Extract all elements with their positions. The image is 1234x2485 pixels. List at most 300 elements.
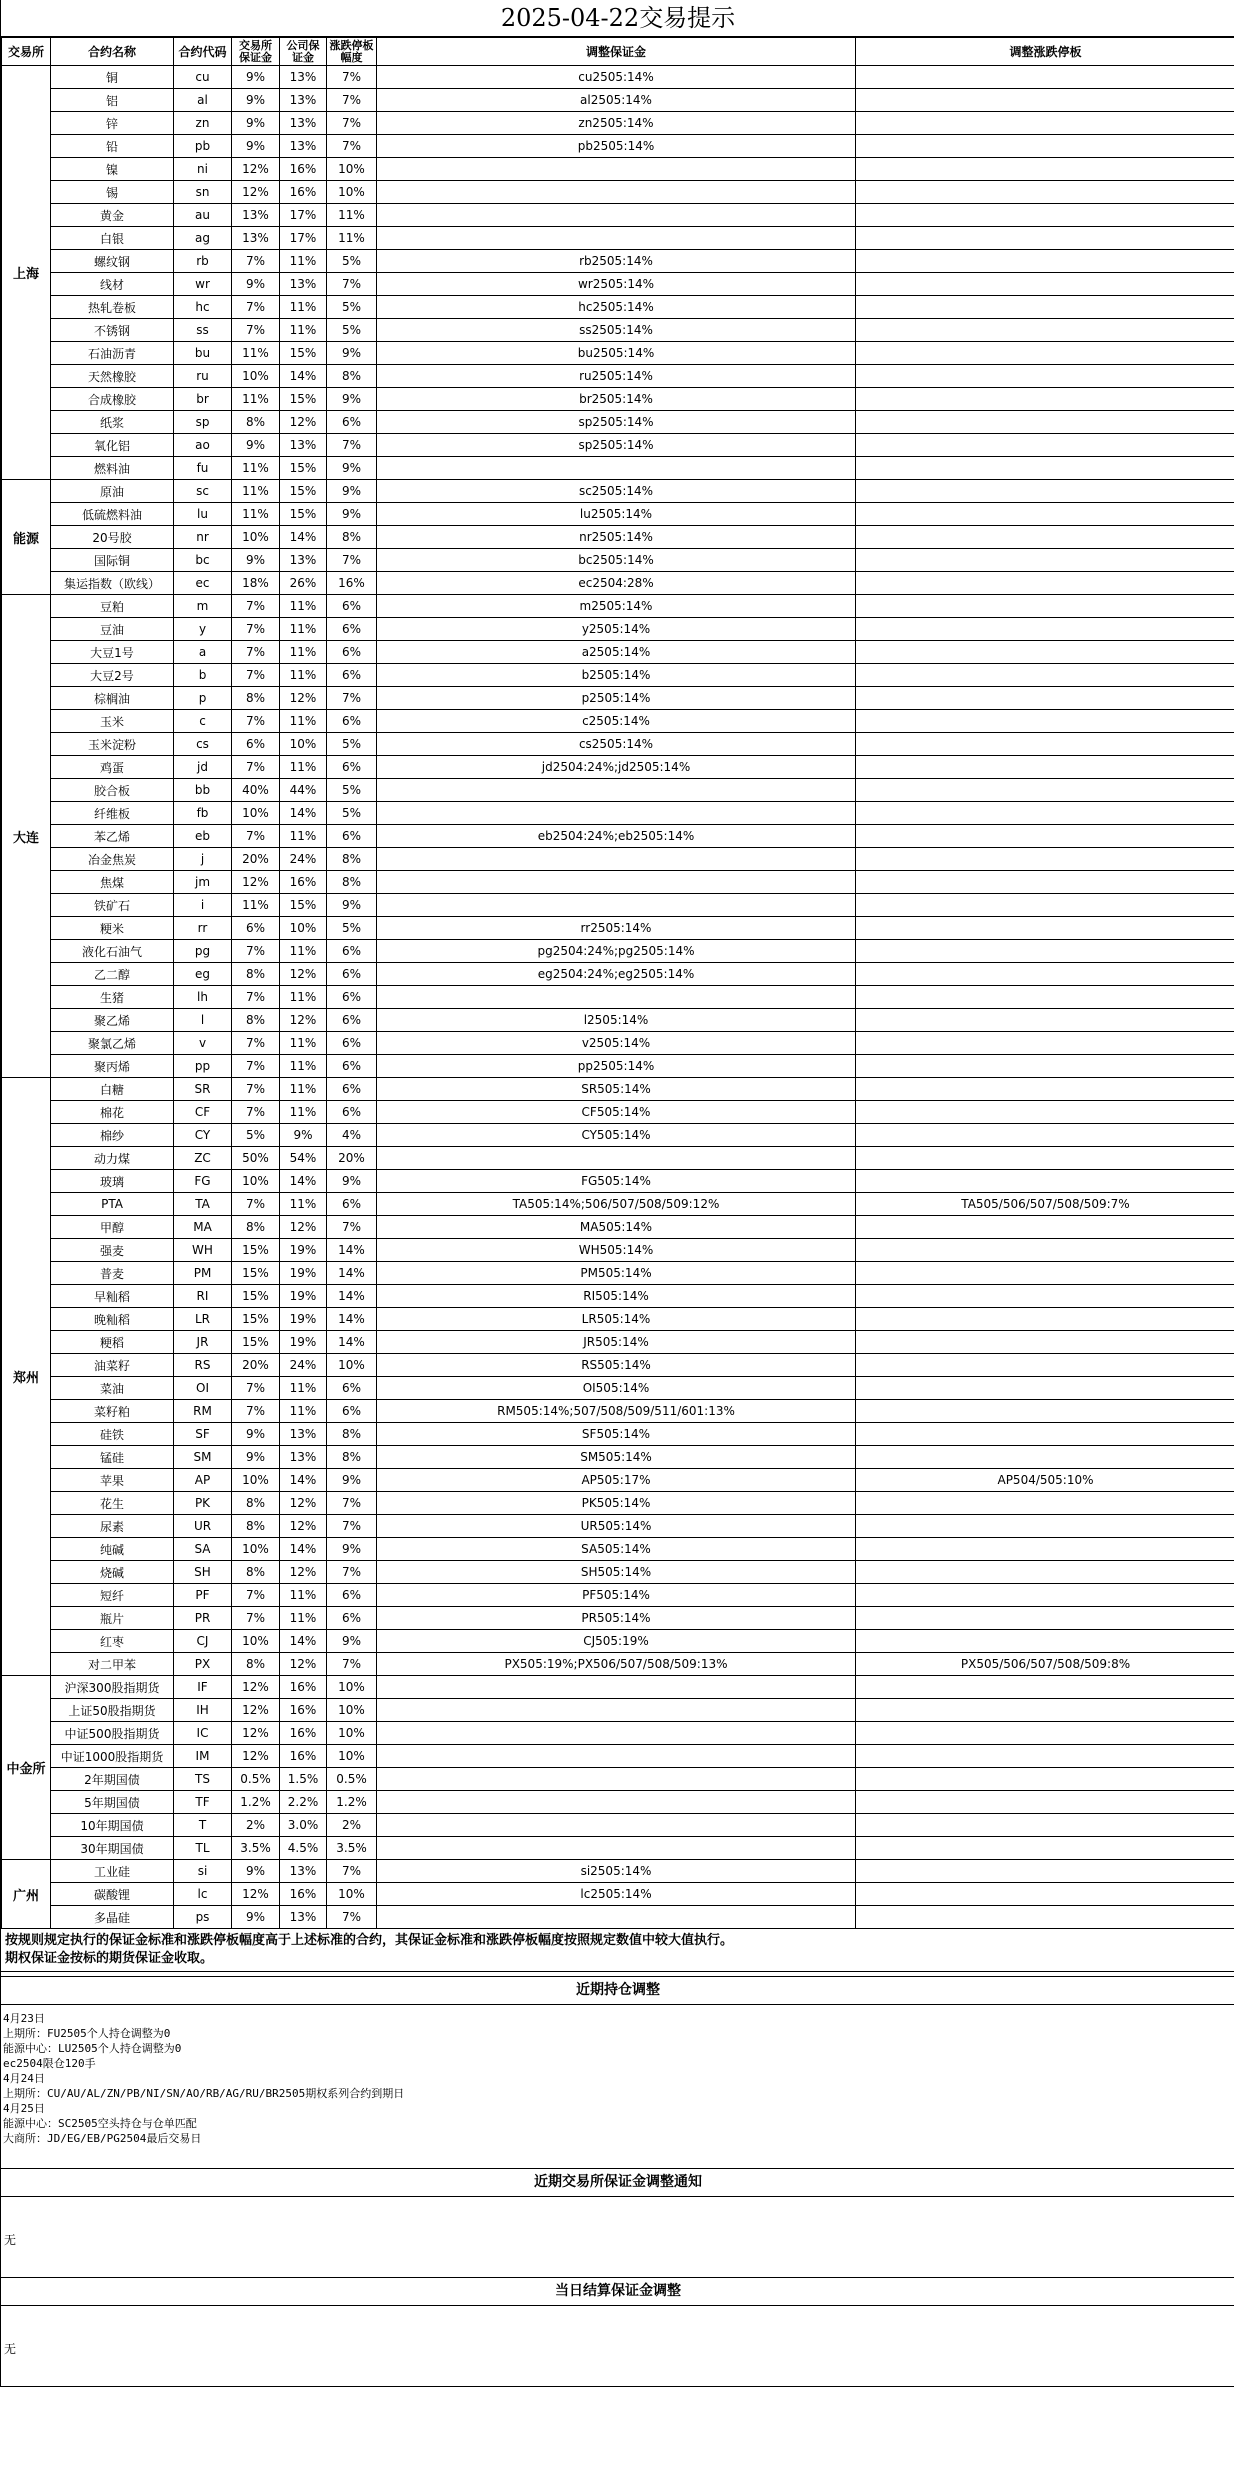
company-margin-cell: 11% (280, 250, 327, 273)
price-limit-cell: 5% (327, 250, 377, 273)
rule-note-line: 按规则规定执行的保证金标准和涨跌停板幅度高于上述标准的合约，其保证金标准和涨跌停板幅度按照规定数值中较大值执行。 (5, 1933, 734, 1948)
price-limit-cell: 9% (327, 503, 377, 526)
contract-name-cell: 10年期国债 (51, 1814, 174, 1837)
contract-name-cell: 螺纹钢 (51, 250, 174, 273)
price-limit-cell: 1.2% (327, 1791, 377, 1814)
contract-code-cell: pg (174, 940, 232, 963)
exchange-margin-cell: 12% (232, 871, 280, 894)
contract-code-cell: ao (174, 434, 232, 457)
price-limit-cell: 14% (327, 1262, 377, 1285)
margin-notice-title: 近期交易所保证金调整通知 (1, 2168, 1234, 2197)
price-limit-cell: 6% (327, 1193, 377, 1216)
adjusted-limit-cell (856, 1791, 1234, 1814)
contract-code-cell: IM (174, 1745, 232, 1768)
price-limit-cell: 6% (327, 986, 377, 1009)
adjusted-margin-cell: l2505:14% (377, 1009, 856, 1032)
adjusted-margin-cell: SM505:14% (377, 1446, 856, 1469)
contract-code-cell: IC (174, 1722, 232, 1745)
price-limit-cell: 6% (327, 1078, 377, 1101)
table-row (2, 1561, 1234, 1584)
company-margin-cell: 13% (280, 89, 327, 112)
contract-code-cell: pb (174, 135, 232, 158)
contract-code-cell: TF (174, 1791, 232, 1814)
contract-code-cell: wr (174, 273, 232, 296)
price-limit-cell: 7% (327, 549, 377, 572)
company-margin-cell: 19% (280, 1262, 327, 1285)
adjusted-margin-cell (377, 227, 856, 250)
adjusted-limit-cell (856, 1814, 1234, 1837)
company-margin-cell: 14% (280, 1538, 327, 1561)
contract-code-cell: lc (174, 1883, 232, 1906)
adjusted-margin-cell: CY505:14% (377, 1124, 856, 1147)
contract-name-cell: 沪深300股指期货 (51, 1676, 174, 1699)
contract-code-cell: i (174, 894, 232, 917)
adjusted-margin-cell: rr2505:14% (377, 917, 856, 940)
table-row (2, 342, 1234, 365)
table-row (2, 687, 1234, 710)
adjusted-margin-cell (377, 1906, 856, 1929)
adjusted-limit-cell (856, 411, 1234, 434)
adjusted-limit-cell (856, 848, 1234, 871)
exchange-margin-cell: 18% (232, 572, 280, 595)
adjusted-limit-cell (856, 1170, 1234, 1193)
exchange-cell: 中金所 (2, 1676, 51, 1860)
contract-name-cell: 菜油 (51, 1377, 174, 1400)
position-line: 上期所：CU/AU/AL/ZN/PB/NI/SN/AO/RB/AG/RU/BR2505期权系列合约到期日 (3, 2087, 405, 2100)
price-limit-cell: 6% (327, 710, 377, 733)
price-limit-cell: 5% (327, 733, 377, 756)
adjusted-limit-cell (856, 917, 1234, 940)
company-margin-cell: 11% (280, 1032, 327, 1055)
adjusted-limit-cell (856, 595, 1234, 618)
adjusted-limit-cell (856, 1354, 1234, 1377)
company-margin-cell: 9% (280, 1124, 327, 1147)
adjusted-limit-cell (856, 1216, 1234, 1239)
exchange-margin-cell: 20% (232, 1354, 280, 1377)
company-margin-cell: 19% (280, 1239, 327, 1262)
exchange-margin-cell: 11% (232, 480, 280, 503)
adjusted-margin-cell: lu2505:14% (377, 503, 856, 526)
company-margin-cell: 11% (280, 618, 327, 641)
exchange-margin-cell: 9% (232, 135, 280, 158)
exchange-margin-cell: 7% (232, 296, 280, 319)
position-line: ec2504限仓120手 (3, 2057, 96, 2070)
exchange-margin-cell: 12% (232, 158, 280, 181)
table-row (2, 1469, 1234, 1492)
adjusted-limit-cell (856, 1492, 1234, 1515)
adjusted-margin-cell (377, 871, 856, 894)
contract-name-cell: 大豆1号 (51, 641, 174, 664)
price-limit-cell: 6% (327, 1377, 377, 1400)
company-margin-cell: 11% (280, 1377, 327, 1400)
position-line: 能源中心：LU2505个人持仓调整为0 (3, 2042, 182, 2055)
contract-code-cell: rr (174, 917, 232, 940)
price-limit-cell: 7% (327, 1860, 377, 1883)
price-limit-cell: 6% (327, 595, 377, 618)
company-margin-cell: 13% (280, 1423, 327, 1446)
adjusted-margin-cell (377, 158, 856, 181)
contract-name-cell: 纯碱 (51, 1538, 174, 1561)
contract-code-cell: bc (174, 549, 232, 572)
adjusted-margin-cell (377, 986, 856, 1009)
price-limit-cell: 6% (327, 411, 377, 434)
contract-code-cell: sp (174, 411, 232, 434)
adjusted-limit-cell (856, 1078, 1234, 1101)
price-limit-cell: 10% (327, 181, 377, 204)
adjusted-margin-cell (377, 1722, 856, 1745)
company-margin-cell: 15% (280, 388, 327, 411)
exchange-margin-cell: 12% (232, 1745, 280, 1768)
contract-name-cell: 普麦 (51, 1262, 174, 1285)
adjusted-limit-cell (856, 273, 1234, 296)
adjusted-margin-cell: y2505:14% (377, 618, 856, 641)
table-row (2, 595, 1234, 618)
table-row (2, 1423, 1234, 1446)
price-limit-cell: 11% (327, 227, 377, 250)
adjusted-limit-cell (856, 296, 1234, 319)
company-margin-cell: 11% (280, 1078, 327, 1101)
contract-code-cell: JR (174, 1331, 232, 1354)
contract-name-cell: 晚籼稻 (51, 1308, 174, 1331)
table-row (2, 1170, 1234, 1193)
company-margin-cell: 19% (280, 1285, 327, 1308)
contract-code-cell: bu (174, 342, 232, 365)
exchange-cell: 上海 (2, 66, 51, 480)
contract-code-cell: PR (174, 1607, 232, 1630)
contract-name-cell: 燃料油 (51, 457, 174, 480)
adjusted-limit-cell (856, 89, 1234, 112)
price-limit-cell: 9% (327, 1630, 377, 1653)
contract-code-cell: br (174, 388, 232, 411)
exchange-margin-cell: 8% (232, 411, 280, 434)
price-limit-cell: 9% (327, 480, 377, 503)
contract-name-cell: 玉米淀粉 (51, 733, 174, 756)
adjusted-limit-cell (856, 1722, 1234, 1745)
adjusted-margin-cell: ec2504:28% (377, 572, 856, 595)
price-limit-cell: 7% (327, 1515, 377, 1538)
company-margin-cell: 13% (280, 434, 327, 457)
contract-name-cell: 瓶片 (51, 1607, 174, 1630)
price-limit-cell: 6% (327, 1032, 377, 1055)
contract-name-cell: 菜籽粕 (51, 1400, 174, 1423)
exchange-margin-cell: 8% (232, 1492, 280, 1515)
price-limit-cell: 8% (327, 365, 377, 388)
table-row (2, 158, 1234, 181)
company-margin-cell: 16% (280, 1883, 327, 1906)
contract-name-cell: 30年期国债 (51, 1837, 174, 1860)
exchange-margin-cell: 7% (232, 756, 280, 779)
contract-code-cell: ss (174, 319, 232, 342)
price-limit-cell: 7% (327, 434, 377, 457)
contract-code-cell: SM (174, 1446, 232, 1469)
adjusted-margin-cell: SF505:14% (377, 1423, 856, 1446)
contract-name-cell: 豆粕 (51, 595, 174, 618)
adjusted-margin-cell: LR505:14% (377, 1308, 856, 1331)
adjusted-margin-cell (377, 457, 856, 480)
contract-name-cell: 豆油 (51, 618, 174, 641)
exchange-margin-cell: 9% (232, 89, 280, 112)
adjusted-limit-cell (856, 1239, 1234, 1262)
company-margin-cell: 11% (280, 986, 327, 1009)
exchange-margin-cell: 5% (232, 1124, 280, 1147)
company-margin-cell: 13% (280, 273, 327, 296)
adjusted-limit-cell (856, 940, 1234, 963)
adjusted-limit-cell (856, 1331, 1234, 1354)
company-margin-cell: 11% (280, 1101, 327, 1124)
contract-code-cell: IH (174, 1699, 232, 1722)
price-limit-cell: 6% (327, 1055, 377, 1078)
adjusted-margin-cell: CJ505:19% (377, 1630, 856, 1653)
adjusted-margin-cell: bc2505:14% (377, 549, 856, 572)
company-margin-cell: 24% (280, 1354, 327, 1377)
contract-code-cell: rb (174, 250, 232, 273)
adjusted-margin-cell: al2505:14% (377, 89, 856, 112)
price-limit-cell: 10% (327, 1699, 377, 1722)
price-limit-cell: 8% (327, 526, 377, 549)
adjusted-limit-cell (856, 1676, 1234, 1699)
contract-name-cell: 锌 (51, 112, 174, 135)
table-row (2, 825, 1234, 848)
price-limit-cell: 5% (327, 296, 377, 319)
adjusted-limit-cell (856, 1837, 1234, 1860)
table-row (2, 618, 1234, 641)
adjusted-margin-cell: p2505:14% (377, 687, 856, 710)
adjusted-limit-cell (856, 1423, 1234, 1446)
adjusted-margin-cell: ss2505:14% (377, 319, 856, 342)
company-margin-cell: 16% (280, 181, 327, 204)
company-margin-cell: 11% (280, 1055, 327, 1078)
table-row (2, 1630, 1234, 1653)
table-body (2, 66, 1234, 1929)
exchange-margin-cell: 10% (232, 1630, 280, 1653)
table-row (2, 1814, 1234, 1837)
table-row (2, 572, 1234, 595)
adjusted-margin-cell: m2505:14% (377, 595, 856, 618)
margin-table (1, 37, 1234, 1929)
adjusted-limit-cell (856, 1032, 1234, 1055)
exchange-cell: 郑州 (2, 1078, 51, 1676)
settlement-title: 当日结算保证金调整 (1, 2277, 1234, 2306)
table-row (2, 871, 1234, 894)
price-limit-cell: 6% (327, 940, 377, 963)
contract-code-cell: AP (174, 1469, 232, 1492)
table-row (2, 1446, 1234, 1469)
company-margin-cell: 26% (280, 572, 327, 595)
contract-code-cell: IF (174, 1676, 232, 1699)
contract-code-cell: ru (174, 365, 232, 388)
position-line: 上期所：FU2505个人持仓调整为0 (3, 2027, 171, 2040)
price-limit-cell: 0.5% (327, 1768, 377, 1791)
adjusted-margin-cell: b2505:14% (377, 664, 856, 687)
price-limit-cell: 6% (327, 963, 377, 986)
company-margin-cell: 17% (280, 204, 327, 227)
header-price-limit: 涨跌停板幅度 (327, 38, 377, 66)
adjusted-margin-cell: pb2505:14% (377, 135, 856, 158)
table-row (2, 917, 1234, 940)
adjusted-limit-cell (856, 388, 1234, 411)
table-row (2, 1078, 1234, 1101)
contract-name-cell: 氧化铝 (51, 434, 174, 457)
adjusted-limit-cell: PX505/506/507/508/509:8% (856, 1653, 1234, 1676)
contract-name-cell: 多晶硅 (51, 1906, 174, 1929)
contract-code-cell: OI (174, 1377, 232, 1400)
settlement-body (1, 2306, 1234, 2387)
adjusted-limit-cell (856, 779, 1234, 802)
position-section-title: 近期持仓调整 (1, 1976, 1234, 2005)
contract-name-cell: 生猪 (51, 986, 174, 1009)
contract-name-cell: 聚乙烯 (51, 1009, 174, 1032)
adjusted-limit-cell: TA505/506/507/508/509:7% (856, 1193, 1234, 1216)
contract-code-cell: CJ (174, 1630, 232, 1653)
price-limit-cell: 6% (327, 1400, 377, 1423)
table-row (2, 411, 1234, 434)
table-row (2, 779, 1234, 802)
contract-code-cell: TS (174, 1768, 232, 1791)
exchange-margin-cell: 7% (232, 986, 280, 1009)
price-limit-cell: 10% (327, 1354, 377, 1377)
contract-code-cell: SR (174, 1078, 232, 1101)
exchange-margin-cell: 10% (232, 526, 280, 549)
exchange-margin-cell: 3.5% (232, 1837, 280, 1860)
contract-name-cell: 石油沥青 (51, 342, 174, 365)
price-limit-cell: 7% (327, 1653, 377, 1676)
table-row (2, 1124, 1234, 1147)
company-margin-cell: 12% (280, 411, 327, 434)
contract-name-cell: 原油 (51, 480, 174, 503)
exchange-margin-cell: 40% (232, 779, 280, 802)
price-limit-cell: 3.5% (327, 1837, 377, 1860)
adjusted-margin-cell: a2505:14% (377, 641, 856, 664)
adjusted-limit-cell (856, 1883, 1234, 1906)
contract-code-cell: PM (174, 1262, 232, 1285)
contract-name-cell: 对二甲苯 (51, 1653, 174, 1676)
contract-code-cell: p (174, 687, 232, 710)
price-limit-cell: 6% (327, 1101, 377, 1124)
contract-name-cell: 动力煤 (51, 1147, 174, 1170)
contract-name-cell: 线材 (51, 273, 174, 296)
contract-code-cell: m (174, 595, 232, 618)
company-margin-cell: 16% (280, 1745, 327, 1768)
adjusted-limit-cell (856, 825, 1234, 848)
contract-code-cell: ni (174, 158, 232, 181)
exchange-margin-cell: 7% (232, 710, 280, 733)
table-row (2, 1699, 1234, 1722)
adjusted-margin-cell (377, 1791, 856, 1814)
price-limit-cell: 10% (327, 158, 377, 181)
adjusted-margin-cell: nr2505:14% (377, 526, 856, 549)
adjusted-margin-cell (377, 894, 856, 917)
company-margin-cell: 11% (280, 825, 327, 848)
exchange-margin-cell: 11% (232, 388, 280, 411)
table-row (2, 503, 1234, 526)
exchange-margin-cell: 0.5% (232, 1768, 280, 1791)
adjusted-margin-cell: pg2504:24%;pg2505:14% (377, 940, 856, 963)
exchange-margin-cell: 6% (232, 917, 280, 940)
price-limit-cell: 5% (327, 917, 377, 940)
contract-code-cell: ec (174, 572, 232, 595)
adjusted-limit-cell (856, 1124, 1234, 1147)
adjusted-limit-cell (856, 641, 1234, 664)
price-limit-cell: 5% (327, 319, 377, 342)
table-row (2, 1607, 1234, 1630)
contract-code-cell: au (174, 204, 232, 227)
price-limit-cell: 9% (327, 388, 377, 411)
exchange-margin-cell: 12% (232, 181, 280, 204)
contract-name-cell: 集运指数（欧线） (51, 572, 174, 595)
adjusted-margin-cell: v2505:14% (377, 1032, 856, 1055)
contract-code-cell: CY (174, 1124, 232, 1147)
exchange-margin-cell: 7% (232, 250, 280, 273)
table-row (2, 1285, 1234, 1308)
header-exchange-margin: 交易所保证金 (232, 38, 280, 66)
price-limit-cell: 6% (327, 641, 377, 664)
adjusted-limit-cell (856, 181, 1234, 204)
table-row (2, 1791, 1234, 1814)
exchange-margin-cell: 7% (232, 618, 280, 641)
adjusted-margin-cell (377, 779, 856, 802)
company-margin-cell: 12% (280, 1515, 327, 1538)
exchange-margin-cell: 2% (232, 1814, 280, 1837)
adjusted-limit-cell (856, 204, 1234, 227)
adjusted-margin-cell: PX505:19%;PX506/507/508/509:13% (377, 1653, 856, 1676)
contract-name-cell: 黄金 (51, 204, 174, 227)
exchange-margin-cell: 8% (232, 963, 280, 986)
exchange-margin-cell: 8% (232, 1561, 280, 1584)
price-limit-cell: 6% (327, 825, 377, 848)
adjusted-limit-cell (856, 549, 1234, 572)
adjusted-limit-cell (856, 1446, 1234, 1469)
contract-code-cell: WH (174, 1239, 232, 1262)
exchange-cell: 广州 (2, 1860, 51, 1929)
exchange-margin-cell: 7% (232, 1101, 280, 1124)
company-margin-cell: 14% (280, 1469, 327, 1492)
table-row (2, 434, 1234, 457)
company-margin-cell: 11% (280, 756, 327, 779)
contract-code-cell: j (174, 848, 232, 871)
adjusted-limit-cell (856, 664, 1234, 687)
adjusted-limit-cell (856, 1768, 1234, 1791)
contract-name-cell: 粳米 (51, 917, 174, 940)
price-limit-cell: 10% (327, 1883, 377, 1906)
company-margin-cell: 13% (280, 112, 327, 135)
contract-name-cell: 棉花 (51, 1101, 174, 1124)
company-margin-cell: 2.2% (280, 1791, 327, 1814)
contract-code-cell: MA (174, 1216, 232, 1239)
price-limit-cell: 9% (327, 342, 377, 365)
contract-name-cell: 乙二醇 (51, 963, 174, 986)
position-line: 4月25日 (3, 2102, 45, 2115)
company-margin-cell: 14% (280, 1170, 327, 1193)
adjusted-margin-cell: br2505:14% (377, 388, 856, 411)
adjusted-limit-cell (856, 710, 1234, 733)
price-limit-cell: 7% (327, 273, 377, 296)
adjusted-margin-cell (377, 1147, 856, 1170)
adjusted-margin-cell: FG505:14% (377, 1170, 856, 1193)
table-row (2, 1308, 1234, 1331)
adjusted-margin-cell (377, 848, 856, 871)
adjusted-limit-cell (856, 1147, 1234, 1170)
adjusted-limit-cell (856, 1285, 1234, 1308)
exchange-margin-cell: 11% (232, 894, 280, 917)
table-row (2, 1768, 1234, 1791)
adjusted-limit-cell (856, 687, 1234, 710)
contract-code-cell: lu (174, 503, 232, 526)
price-limit-cell: 7% (327, 1216, 377, 1239)
company-margin-cell: 16% (280, 871, 327, 894)
exchange-margin-cell: 9% (232, 1860, 280, 1883)
contract-code-cell: ag (174, 227, 232, 250)
adjusted-margin-cell: hc2505:14% (377, 296, 856, 319)
